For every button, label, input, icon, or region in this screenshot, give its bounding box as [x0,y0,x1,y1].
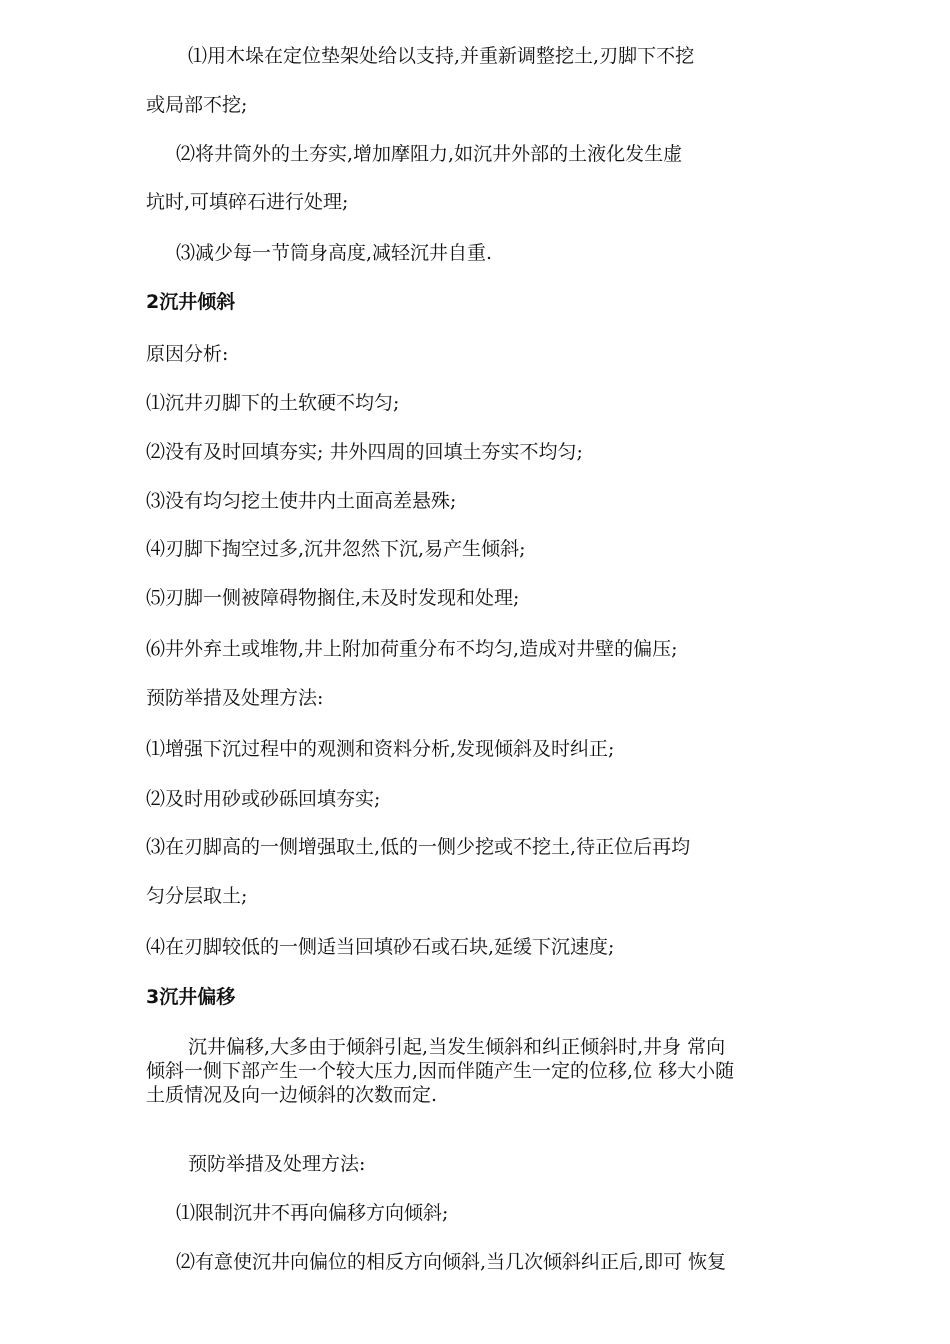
text-line: 或局部不挖; [146,94,248,116]
list-item: ⑸刃脚一侧被障碍物搁住,未及时发现和处理; [146,587,520,609]
text-line: 坑时,可填碎石进行处理; [146,191,349,213]
text-line: ⑶减少每一节筒身高度,减轻沉井自重. [176,242,493,264]
list-item: ⑹井外弃土或堆物,井上附加荷重分布不均匀,造成对井壁的偏压; [146,638,678,660]
list-item: ⑴沉井刃脚下的土软硬不均匀; [146,392,400,414]
section-heading: 2沉井倾斜 [146,291,236,313]
list-item: ⑷在刃脚较低的一侧适当回填砂石或石块,延缓下沉速度; [146,936,615,958]
text-line: 沉井偏移,大多由于倾斜引起,当发生倾斜和纠正倾斜时,井身 常向 [188,1036,726,1058]
text-line: 土质情况及向一边倾斜的次数而定. [146,1084,438,1106]
list-item: ⑴增强下沉过程中的观测和资料分析,发现倾斜及时纠正; [146,738,615,760]
list-item: ⑵有意使沉井向偏位的相反方向倾斜,当几次倾斜纠正后,即可 恢复 [176,1251,727,1273]
text-line: 预防举措及处理方法: [188,1153,366,1175]
text-line: 匀分层取土; [146,885,248,907]
section-heading: 3沉井偏移 [146,986,236,1008]
list-item: ⑴限制沉井不再向偏移方向倾斜; [176,1202,449,1224]
list-item: ⑶没有均匀挖土使井内土面高差悬殊; [146,490,457,512]
text-line: ⑴用木垛在定位垫架处给以支持,并重新调整挖土,刃脚下不挖 [188,45,695,67]
list-item: ⑶在刃脚高的一侧增强取土,低的一侧少挖或不挖土,待正位后再均 [146,836,691,858]
text-line: 原因分析: [146,343,229,365]
text-line: 预防举措及处理方法: [146,687,324,709]
text-line: 倾斜一侧下部产生一个较大压力,因而伴随产生一定的位移,位 移大小随 [146,1060,735,1082]
text-line: ⑵将井筒外的土夯实,增加摩阻力,如沉井外部的土液化发生虚 [176,143,683,165]
list-item: ⑵没有及时回填夯实; 井外四周的回填土夯实不均匀; [146,441,583,463]
list-item: ⑵及时用砂或砂砾回填夯实; [146,788,381,810]
list-item: ⑷刃脚下掏空过多,沉井忽然下沉,易产生倾斜; [146,538,526,560]
